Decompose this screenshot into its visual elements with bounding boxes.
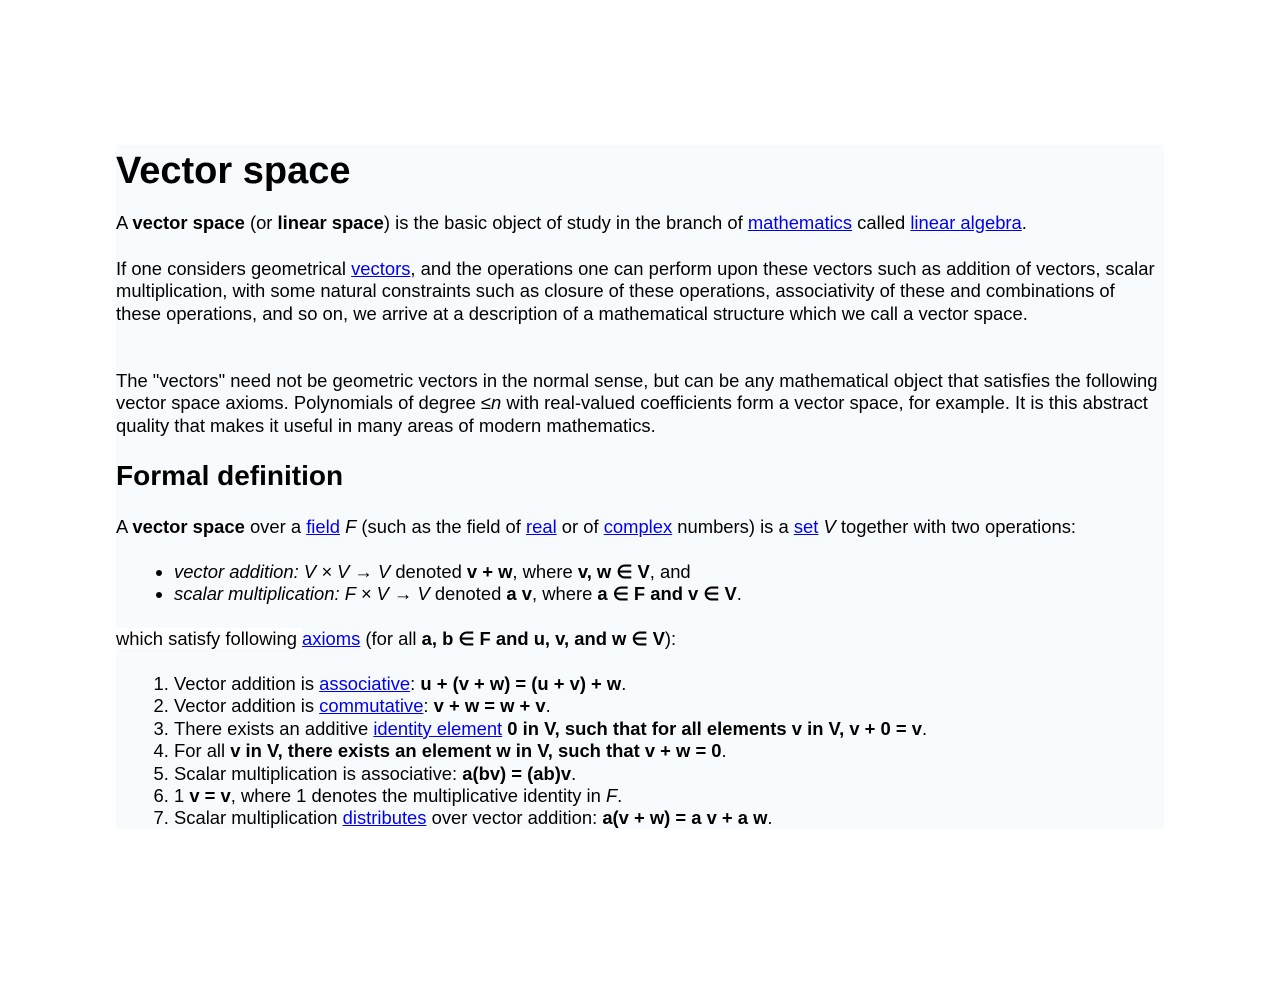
text: If one considers geometrical <box>116 258 352 279</box>
text: Scalar multiplication <box>174 807 343 829</box>
list-item <box>174 561 1164 583</box>
math-expr: v + w = w + v <box>433 695 546 717</box>
text: , and <box>649 561 691 582</box>
text: . <box>721 740 727 762</box>
section-heading-formal-definition: Formal definition <box>116 460 344 491</box>
math-V: V <box>823 516 836 537</box>
text: Vector addition is <box>174 695 320 717</box>
math-expr: v + w <box>466 561 513 582</box>
math-expr: a v <box>506 583 532 605</box>
text: (or <box>244 212 278 233</box>
text: A <box>116 516 133 537</box>
text: (for all <box>360 628 422 649</box>
link-identity-element[interactable]: identity element <box>373 717 503 739</box>
term-linear-space: linear space <box>277 212 384 233</box>
math-expr: v = v <box>189 785 231 807</box>
list-item <box>174 807 1164 829</box>
link-vectors[interactable]: vectors <box>351 258 411 279</box>
text: . <box>545 695 551 717</box>
list-item <box>174 673 1164 695</box>
list-item <box>174 785 1164 807</box>
article <box>116 145 1164 829</box>
link-associative[interactable]: associative <box>319 673 411 694</box>
list-item <box>174 740 1164 762</box>
text: The "vectors" need not be geometric vectors in the normal sense, but can be any mathematical object that satisfies the following vector space axioms. Polynomials of degree ≤ <box>116 370 1158 414</box>
math-expr: v in V, there exists an element w in V, such that v + w = 0 <box>230 740 722 762</box>
link-distributes[interactable]: distributes <box>342 807 427 829</box>
abstract-paragraph <box>116 370 1164 437</box>
text: Vector addition is <box>174 673 320 694</box>
link-complex[interactable]: complex <box>603 516 673 537</box>
text: together with two operations: <box>835 516 1077 537</box>
text: . <box>571 762 577 784</box>
math-expr: a, b ∈ F and u, v, and w ∈ V <box>421 628 665 649</box>
link-mathematics[interactable]: mathematics <box>747 212 853 233</box>
op-signature: : V × V → V <box>293 561 391 582</box>
op-signature: : F × V → V <box>334 583 430 605</box>
text: For all <box>174 740 231 762</box>
term-vector-space: vector space <box>132 212 245 233</box>
text: , where 1 denotes the multiplicative identity in <box>230 785 606 807</box>
math-expr: v, w ∈ V <box>577 561 650 582</box>
text: or of <box>556 516 604 537</box>
math-F: F <box>345 516 357 537</box>
text: . <box>736 583 742 605</box>
math-expr: a(v + w) = a v + a w <box>602 807 768 829</box>
text: ) is the basic object of study in the branch of <box>383 212 748 233</box>
math-F: F <box>605 785 618 807</box>
text: over vector addition: <box>426 807 603 829</box>
link-set[interactable]: set <box>793 516 819 537</box>
text: Scalar multiplication is associative: <box>174 762 463 784</box>
operations-list <box>116 561 1164 606</box>
text: : <box>423 695 434 717</box>
geometric-paragraph <box>116 258 1164 325</box>
list-item <box>174 718 1164 740</box>
text: . <box>921 717 928 739</box>
list-item <box>174 583 1164 605</box>
link-linear-algebra[interactable]: linear algebra <box>910 212 1022 233</box>
text: denoted <box>429 583 507 605</box>
text: (such as the field of <box>356 516 526 537</box>
text: denoted <box>390 561 467 582</box>
text: . <box>767 807 773 829</box>
text: over a <box>244 516 307 537</box>
page-title: Vector space <box>116 150 351 192</box>
text: 1 <box>174 785 190 807</box>
axioms-intro-paragraph <box>116 628 1164 650</box>
text: . <box>1021 212 1027 233</box>
link-field[interactable]: field <box>306 516 340 537</box>
math-n: n <box>491 392 502 414</box>
list-item <box>174 763 1164 785</box>
text: , where <box>532 583 598 605</box>
definition-paragraph <box>116 516 1164 538</box>
axioms-list <box>116 673 1164 830</box>
math-expr: u + (v + w) = (u + v) + w <box>420 673 622 694</box>
link-axioms[interactable]: axioms <box>302 628 361 649</box>
text: There exists an additive <box>174 717 374 739</box>
intro-paragraph <box>116 212 1164 234</box>
op-name: vector addition <box>174 561 294 582</box>
text: ): <box>664 628 677 649</box>
op-name: scalar multiplication <box>174 583 335 605</box>
text: . <box>621 673 627 694</box>
link-real[interactable]: real <box>526 516 557 537</box>
list-item <box>174 695 1164 717</box>
text: : <box>410 673 421 694</box>
term-vector-space: vector space <box>132 516 245 537</box>
text: A <box>116 212 133 233</box>
math-expr: a ∈ F and v ∈ V <box>597 583 737 605</box>
text: numbers) is a <box>672 516 794 537</box>
text: called <box>852 212 911 233</box>
math-expr: a(bv) = (ab)v <box>462 762 572 784</box>
text: . <box>617 785 623 807</box>
text: which satisfy following <box>116 628 303 649</box>
math-expr: 0 in V, such that for all elements v in V, v + 0 = v <box>507 717 922 739</box>
text: , and the operations one can perform upon these vectors such as addition of vectors, scalar multiplication, with some natural constraints such as closure of these operations, associativity of these and combinations of these operations, and so on, we arrive at a description of a mathematical structure which we call a vector space. <box>116 258 1155 324</box>
text: with real-valued coefficients form a vector space, for example. It is this abstract quality that makes it useful in many areas of modern mathematics. <box>116 392 1148 436</box>
text: , where <box>512 561 578 582</box>
link-commutative[interactable]: commutative <box>319 695 424 717</box>
